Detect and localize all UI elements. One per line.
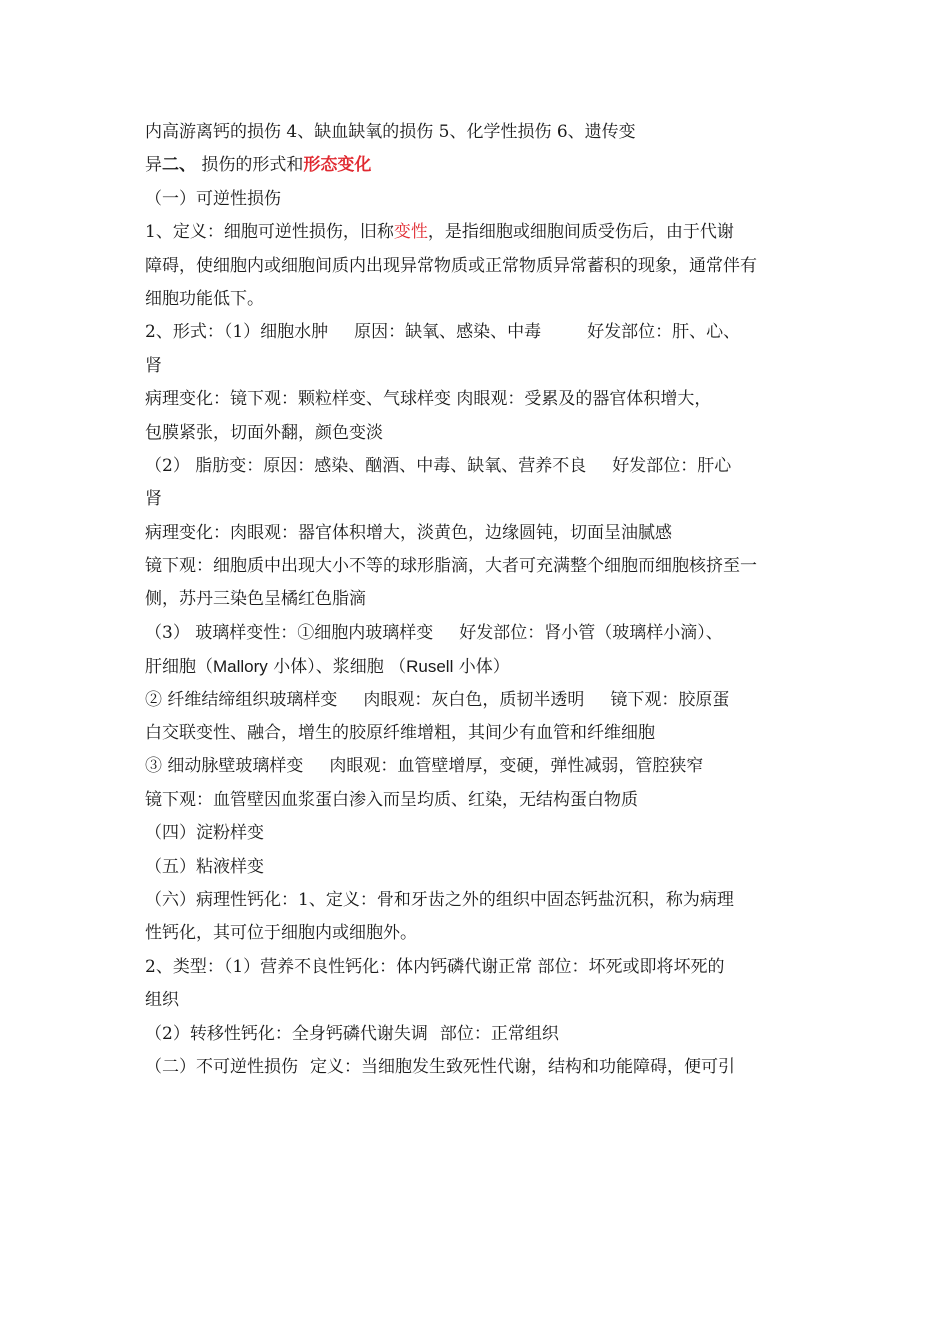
highlighted-term: 形态变化 bbox=[303, 155, 372, 176]
text-line bbox=[145, 984, 815, 1017]
text-run: 部位：正常组织 bbox=[439, 1023, 559, 1044]
text-run: （五）粘液样变 bbox=[145, 856, 264, 877]
text-line bbox=[145, 350, 815, 383]
subheading bbox=[145, 851, 815, 884]
text-run: 性钙化，其可位于细胞内或细胞外。 bbox=[145, 923, 417, 944]
section-number: 二、 bbox=[162, 155, 196, 176]
text-run: ② 纤维结缔组织玻璃样变 bbox=[145, 689, 338, 710]
text-line bbox=[145, 884, 815, 917]
text-line bbox=[145, 1018, 815, 1051]
subheading bbox=[145, 817, 815, 850]
text-line bbox=[145, 617, 815, 650]
text-run: 定义：当细胞发生致死性代谢，结构和功能障碍，便可引 bbox=[310, 1056, 735, 1077]
text-line bbox=[145, 717, 815, 750]
latin-term: Rusell bbox=[406, 657, 454, 677]
text-run: 小体） bbox=[453, 657, 510, 678]
text-run: 肉眼观：灰白色，质韧半透明 bbox=[363, 689, 585, 710]
text-run: 2、类型：（1）营养不良性钙化：体内钙磷代谢正常 部位：坏死或即将坏死的 bbox=[145, 956, 725, 977]
text-run: （一）可逆性损伤 bbox=[145, 188, 281, 209]
text-run: （二）不可逆性损伤 bbox=[145, 1056, 298, 1077]
text-run: ③ 细动脉壁玻璃样变 bbox=[145, 756, 304, 777]
text-run: 镜下观：血管壁因血浆蛋白渗入而呈均质、红染，无结构蛋白物质 bbox=[145, 789, 638, 810]
text-run: （2）转移性钙化：全身钙磷代谢失调 bbox=[145, 1023, 428, 1044]
text-run: 好发部位：肾小管（玻璃样小滴）、 bbox=[459, 622, 723, 643]
text-line bbox=[145, 750, 815, 783]
text-run: 异 bbox=[145, 155, 162, 176]
text-line bbox=[145, 550, 815, 583]
text-line bbox=[145, 450, 815, 483]
text-run: 组织 bbox=[145, 990, 179, 1011]
text-line bbox=[145, 316, 815, 349]
text-run: 小体）、浆细胞 （ bbox=[267, 657, 407, 678]
subheading bbox=[145, 183, 815, 216]
text-run: 白交联变性、融合，增生的胶原纤维增粗，其间少有血管和纤维细胞 bbox=[145, 723, 655, 744]
text-run: 好发部位：肝心 bbox=[612, 455, 732, 476]
text-line bbox=[145, 283, 815, 316]
text-line bbox=[145, 417, 815, 450]
text-run: 1、定义：细胞可逆性损伤，旧称 bbox=[145, 222, 394, 243]
text-run: 好发部位：肝、心、 bbox=[587, 322, 741, 343]
text-line bbox=[145, 583, 815, 616]
text-run: （3） 玻璃样变性：①细胞内玻璃样变 bbox=[145, 622, 434, 643]
text-line bbox=[145, 917, 815, 950]
text-run: 包膜紧张，切面外翻，颜色变淡 bbox=[145, 422, 383, 443]
text-run: 细胞功能低下。 bbox=[145, 288, 264, 309]
text-run: 镜下观：胶原蛋 bbox=[610, 689, 730, 710]
text-line bbox=[145, 951, 815, 984]
text-run: 肝细胞（ bbox=[145, 657, 213, 678]
text-run: 侧，苏丹三染色呈橘红色脂滴 bbox=[145, 589, 366, 610]
subheading bbox=[145, 1051, 815, 1084]
text-run: 镜下观：细胞质中出现大小不等的球形脂滴，大者可充满整个细胞而细胞核挤至一 bbox=[145, 556, 757, 577]
text-run: （2） 脂肪变：原因：感染、酗酒、中毒、缺氧、营养不良 bbox=[145, 455, 587, 476]
text-run: 障碍，使细胞内或细胞间质内出现异常物质或正常物质异常蓄积的现象，通常伴有 bbox=[145, 255, 757, 276]
section-heading bbox=[145, 149, 815, 182]
text-line bbox=[145, 216, 815, 249]
text-run: （四）淀粉样变 bbox=[145, 823, 264, 844]
text-run: 肾 bbox=[145, 489, 162, 510]
text-run: ，是指细胞或细胞间质受伤后，由于代谢 bbox=[427, 222, 734, 243]
text-line bbox=[145, 517, 815, 550]
text-run: 原因：缺氧、感染、中毒 bbox=[354, 322, 542, 343]
text-run: 内高游离钙的损伤 4、缺血缺氧的损伤 5、化学性损伤 6、遗传变 bbox=[145, 122, 636, 142]
text-run: （六）病理性钙化：1、定义：骨和牙齿之外的组织中固态钙盐沉积，称为病理 bbox=[145, 889, 734, 910]
text-line bbox=[145, 250, 815, 283]
text-line bbox=[145, 483, 815, 516]
text-line bbox=[145, 650, 815, 683]
text-line bbox=[145, 116, 815, 149]
document-body bbox=[145, 116, 815, 1084]
text-line bbox=[145, 684, 815, 717]
text-run: 病理变化：肉眼观：器官体积增大，淡黄色，边缘圆钝，切面呈油腻感 bbox=[145, 522, 672, 543]
highlighted-term: 变性 bbox=[393, 222, 428, 243]
text-run: 2、形式：（1）细胞水肿 bbox=[145, 322, 329, 343]
text-line bbox=[145, 784, 815, 817]
text-run: 肾 bbox=[145, 355, 162, 376]
latin-term: Mallory bbox=[213, 657, 268, 677]
text-line bbox=[145, 383, 815, 416]
text-run: 肉眼观：血管壁增厚，变硬，弹性减弱，管腔狭窄 bbox=[329, 756, 704, 777]
heading-text: 损伤的形式和 bbox=[196, 155, 304, 176]
text-run: 病理变化：镜下观：颗粒样变、气球样变 肉眼观：受累及的器官体积增大， bbox=[145, 389, 712, 410]
